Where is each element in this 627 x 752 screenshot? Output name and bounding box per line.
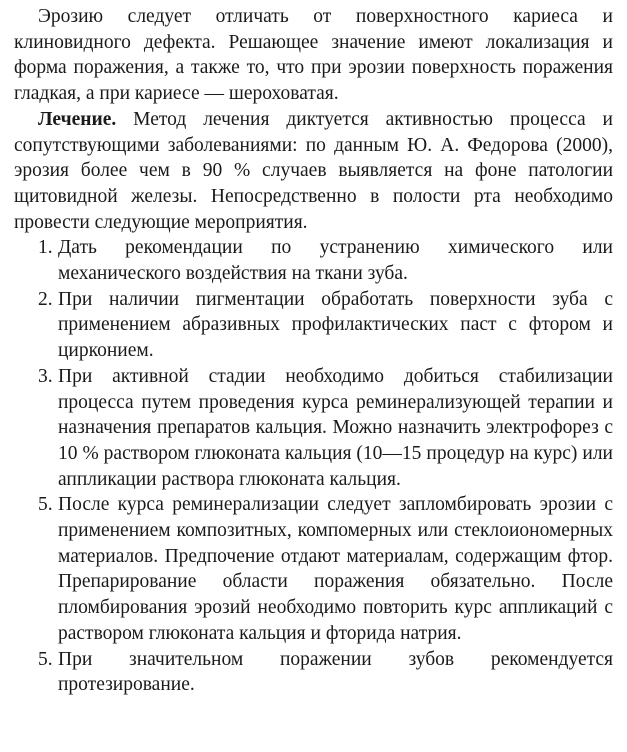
list-item-number: 2. — [38, 288, 53, 310]
treatment-steps-list — [14, 235, 613, 698]
list-item-number: 5. — [38, 494, 53, 516]
list-item — [14, 647, 613, 698]
list-item-text: При активной стадии необходимо добиться стабилизации процесса путем проведения курса реминерализующей терапии и назначения препаратов кальция. Можно назначить электрофорез с 10 % раствором глюконата кальция (10—15 процедур на курс) или аппликации раствора глюконата кальция. — [58, 365, 613, 490]
list-item-text: Дать рекомендации по устранению химического или механического воздействия на ткани зуба. — [58, 237, 613, 285]
list-item — [14, 235, 613, 286]
list-item — [14, 364, 613, 493]
list-item — [14, 492, 613, 646]
list-item-text: После курса реминерализации следует запломбировать эрозии с применением композитных, компомерных или стеклоиономерных материалов. Предпочение отдают материалам, содержащим фтор. Препарирование области поражения обязательно. После пломбирования эрозий необходимо повторить курс аппликаций с раствором глюконата кальция и фторида натрия. — [58, 494, 613, 644]
treatment-heading: Лечение. — [38, 108, 117, 130]
intro-paragraph: Эрозию следует отличать от поверхностного кариеса и клиновидного дефекта. Решающее значение имеют локализация и форма поражения, а также то, что при эрозии поверхность поражения гладкая, а при кариесе — шероховатая. — [14, 6, 613, 105]
list-item — [14, 287, 613, 364]
treatment-paragraph — [14, 107, 613, 236]
list-item-text: При наличии пигментации обработать поверхности зуба с применением абразивных профилактических паст с фтором и цирконием. — [58, 288, 613, 362]
treatment-text: Метод лечения диктуется активностью процесса и сопутствующими заболеваниями: по данным Ю. А. Федорова (2000), эрозия более чем в 90 % случаев выявляется на фоне патологии щитовидной железы. Непосредственно в полости рта необходимо провести следующие мероприятия. — [14, 108, 613, 233]
list-item-text: При значительном поражении зубов рекомендуется протезирование. — [58, 648, 613, 696]
list-item-number: 5. — [38, 648, 53, 670]
list-item-number: 1. — [38, 237, 53, 259]
list-item-number: 3. — [38, 365, 53, 387]
